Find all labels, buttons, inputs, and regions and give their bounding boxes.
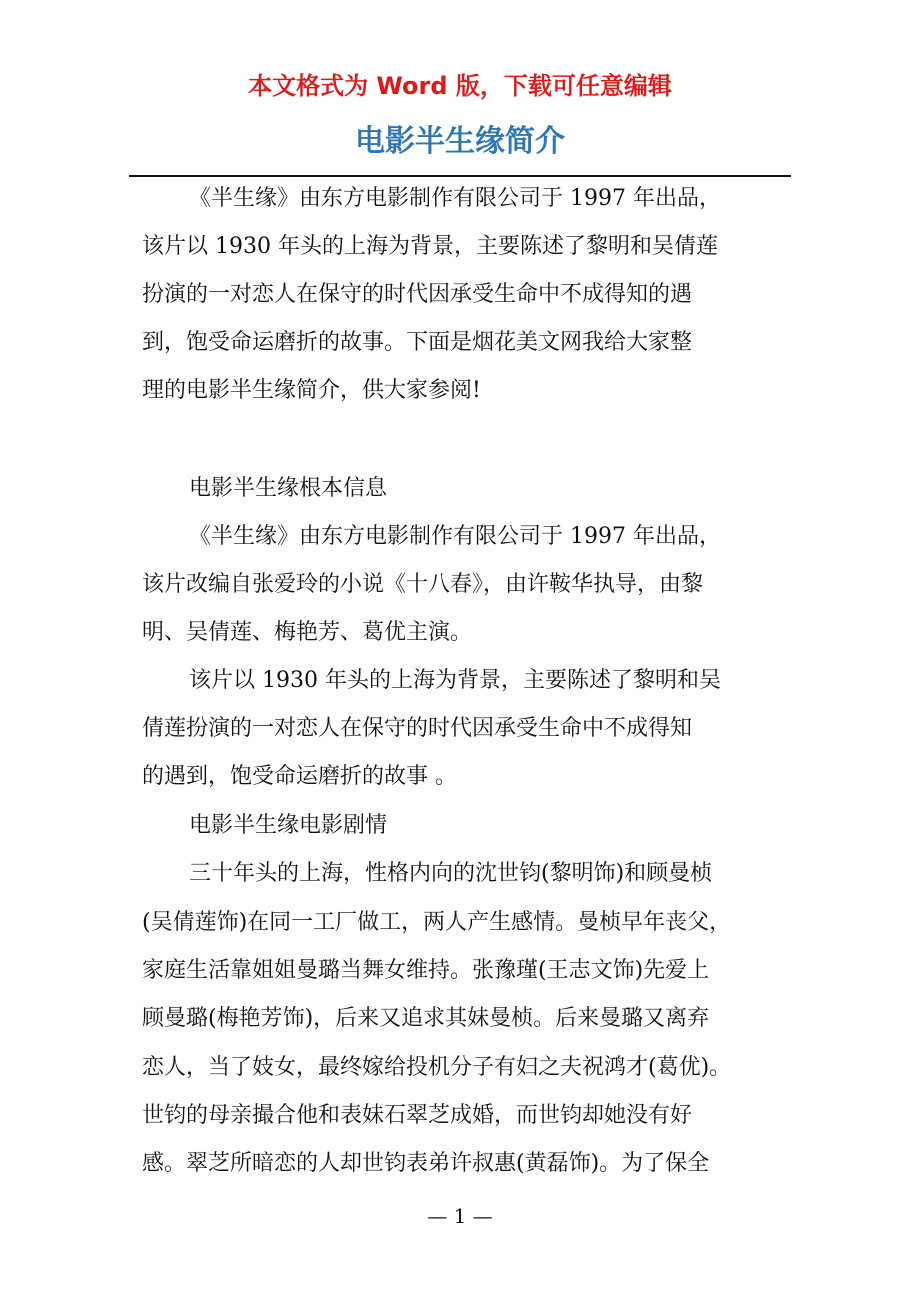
body-line: 《半生缘》由东方电影制作有限公司于 1997 年出品， xyxy=(189,186,721,211)
body-line: 该片改编自张爱玲的小说《十八春》，由许鞍华执导，由黎 xyxy=(142,572,704,597)
body-line: 扮演的一对恋人在保守的时代因承受生命中不成得知的遇 xyxy=(142,282,693,307)
body-line: 世钧的母亲撮合他和表妹石翠芝成婚，而世钧却她没有好 xyxy=(142,1103,693,1128)
page-number: — 1 — xyxy=(427,1204,493,1228)
body-line: 感。翠芝所暗恋的人却世钧表弟许叔惠(黄磊饰)。为了保全 xyxy=(142,1151,710,1176)
body-line: 理的电影半生缘简介，供大家参阅! xyxy=(142,378,481,403)
format-notice-banner: 本文格式为 Word 版，下载可任意编辑 xyxy=(248,72,672,100)
document-title: 电影半生缘简介 xyxy=(355,124,565,159)
title-divider xyxy=(129,175,791,177)
body-line: 到，饱受命运磨折的故事。下面是烟花美文网我给大家整 xyxy=(142,330,693,355)
body-line: (吴倩莲饰)在同一工厂做工，两人产生感情。曼桢早年丧父， xyxy=(142,910,732,935)
body-line: 该片以 1930 年头的上海为背景，主要陈述了黎明和吴倩莲 xyxy=(142,234,718,259)
body-line: 的遇到，饱受命运磨折的故事 。 xyxy=(142,764,457,789)
section-heading: 电影半生缘电影剧情 xyxy=(189,813,388,838)
body-line: 倩莲扮演的一对恋人在保守的时代因承受生命中不成得知 xyxy=(142,716,693,741)
body-line: 顾曼璐(梅艳芳饰)，后来又追求其妹曼桢。后来曼璐又离弃 xyxy=(142,1006,710,1031)
body-line: 明、吴倩莲、梅艳芳、葛优主演。 xyxy=(142,620,473,645)
body-line: 三十年头的上海，性格内向的沈世钧(黎明饰)和顾曼桢 xyxy=(189,861,713,886)
body-line: 家庭生活靠姐姐曼璐当舞女维持。张豫瑾(王志文饰)先爱上 xyxy=(142,958,710,983)
body-line: 恋人，当了妓女，最终嫁给投机分子有妇之夫祝鸿才(葛优)。 xyxy=(142,1055,732,1080)
body-line: 该片以 1930 年头的上海为背景，主要陈述了黎明和吴 xyxy=(189,668,721,693)
section-heading: 电影半生缘根本信息 xyxy=(189,476,388,501)
body-line: 《半生缘》由东方电影制作有限公司于 1997 年出品， xyxy=(189,524,721,549)
